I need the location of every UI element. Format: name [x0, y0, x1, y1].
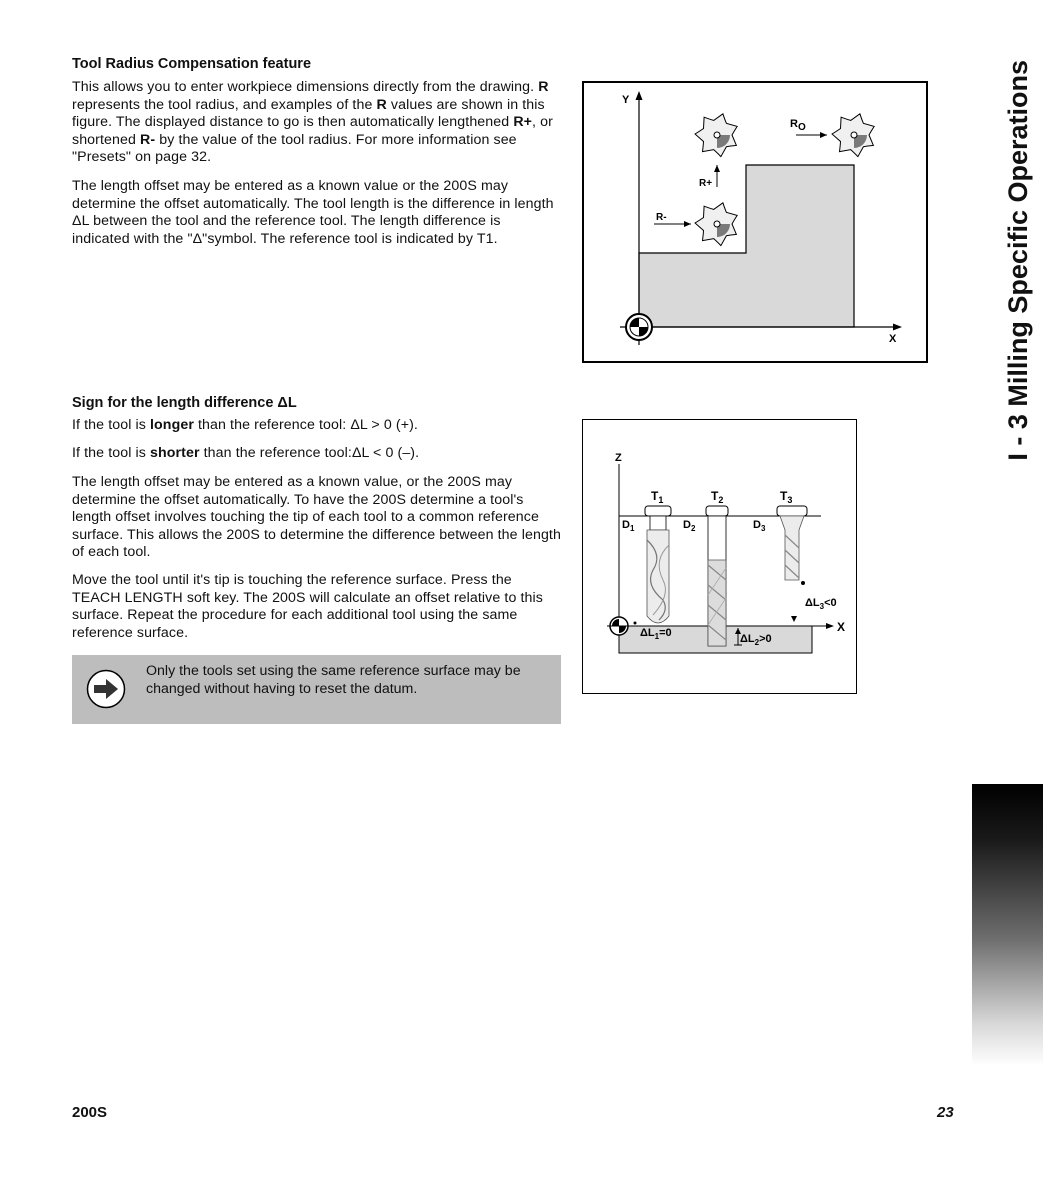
- d1-label: $D_1$: [622, 519, 635, 533]
- dl1-label: $\Delta L_1=0$: [640, 627, 672, 641]
- x-axis-label: X: [889, 333, 897, 345]
- z-axis-label: Z: [615, 452, 622, 464]
- longer-tool-paragraph: If the tool is longer than the reference tool: ΔL > 0 (+).: [72, 417, 418, 433]
- y-axis-arrow: [636, 91, 643, 100]
- footer-model: 200S: [72, 1104, 108, 1121]
- shorter-tool-paragraph: If the tool is shorter than the reference tool:ΔL < 0 (–).: [72, 445, 420, 461]
- section-title-tool-radius: Tool Radius Compensation feature: [72, 56, 312, 72]
- cutter-upper-icon: [695, 114, 737, 157]
- arrow-right-icon: [86, 669, 126, 709]
- tool-t1: [645, 506, 671, 623]
- chapter-side-title: [1000, 60, 1036, 480]
- r-minus-label: R-: [656, 212, 667, 223]
- r-zero-label: RO: [790, 118, 806, 133]
- tool-radius-figure: [582, 81, 928, 363]
- chapter-side-title-text: I - 3 Milling Specific Operations: [1003, 60, 1033, 461]
- cutter-lower-icon: [695, 203, 737, 246]
- datum-icon: [626, 314, 652, 340]
- t2-label: $T_2$: [711, 489, 724, 505]
- dl3-label: $\Delta L_3<0$: [805, 597, 837, 611]
- r-plus-label: R+: [699, 178, 713, 189]
- cutter-right-icon: [832, 114, 874, 157]
- d2-label: $D_2$: [683, 519, 696, 533]
- t1-label: $T_1$: [651, 489, 664, 505]
- tool-t2: [706, 506, 728, 646]
- tool-t3: [777, 506, 807, 585]
- note-text: Only the tools set using the same reference surface may be changed without having to reset the datum.: [146, 663, 521, 697]
- length-offset-paragraph: The length offset may be entered as a known value or the 200S may determine the offset automatically. The tool length is the difference in length ΔL between the tool and the reference tool. The length difference is indicated with the "Δ"symbol. The reference tool is indicated by T1.: [72, 178, 554, 247]
- x-axis-arrow: [893, 324, 902, 331]
- note-box: [72, 655, 561, 724]
- page-number: 23: [937, 1104, 954, 1121]
- x-axis-arrow: [826, 623, 834, 629]
- dl2-label: $\Delta L_2>0$: [740, 633, 772, 647]
- tool-radius-paragraph: This allows you to enter workpiece dimensions directly from the drawing. R represents the tool radius, and examples of the R values are shown in this figure. The displayed distance to go is then automatically lengthened R+, or shortened R- by the value of the tool radius. For more information see "Presets" on page 32.: [72, 79, 553, 166]
- d3-label: $D_3$: [753, 519, 766, 533]
- teach-offset-paragraph: The length offset may be entered as a known value, or the 200S may determine the offset automatically. To have the 200S determine a tool's length offset involves touching the tip of each tool to a common reference surface. This allows the 200S to determine the difference between the length of each tool.: [72, 474, 561, 561]
- section-title-length-difference: Sign for the length difference ΔL: [72, 395, 297, 411]
- x-axis-label: X: [837, 620, 846, 634]
- workpiece-shape: [639, 165, 854, 327]
- y-axis-label: Y: [622, 94, 630, 106]
- t3-label: $T_3$: [780, 489, 793, 505]
- chapter-tab-gradient: [972, 784, 1043, 1066]
- teach-length-paragraph: Move the tool until it's tip is touching the reference surface. Press the TEACH LENGTH soft key. The 200S will calculate an offset relative to this surface. Repeat the procedure for each additional tool using the same reference surface.: [72, 572, 543, 641]
- datum-icon: [610, 617, 628, 635]
- tool-length-figure: [582, 419, 857, 694]
